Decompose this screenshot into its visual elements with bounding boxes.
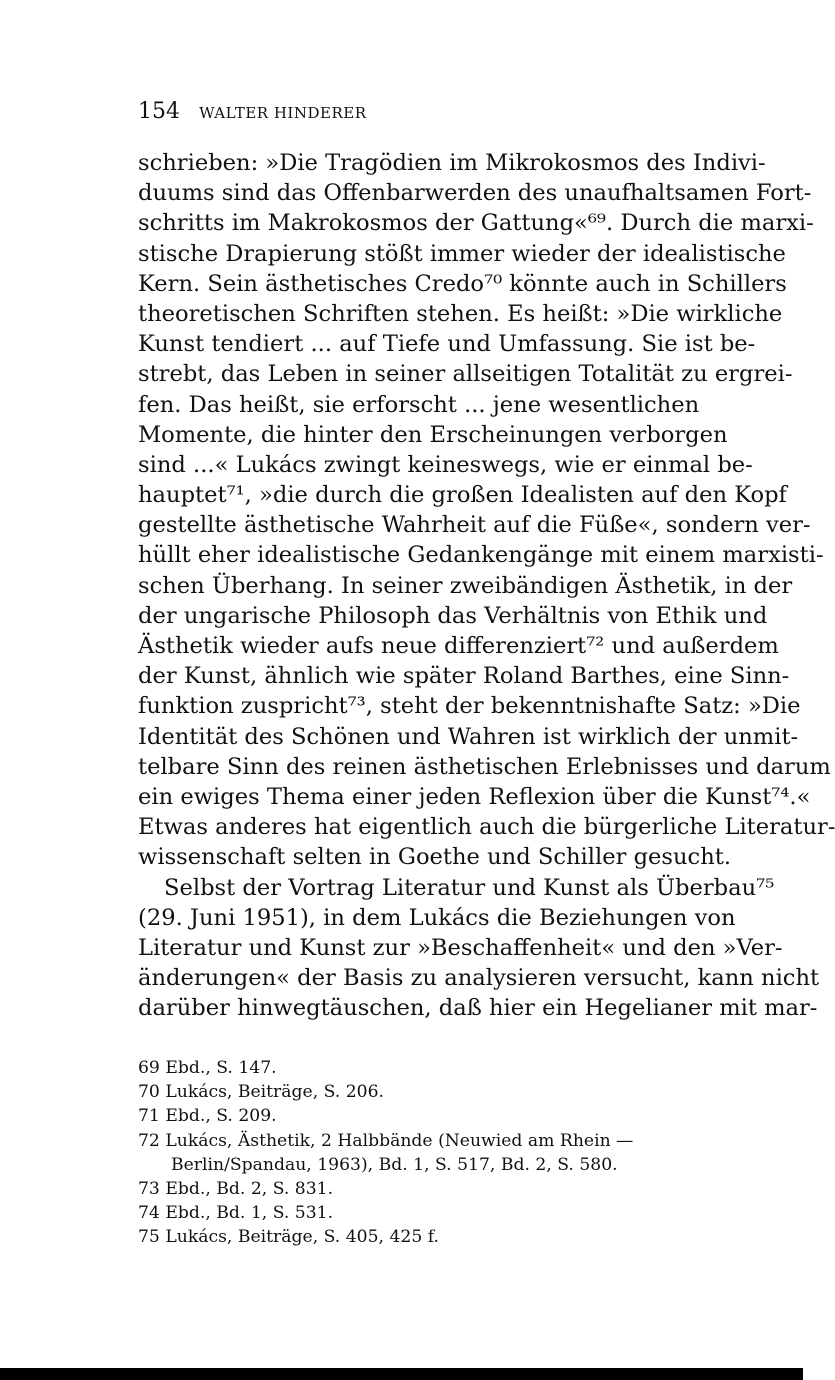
body-line: schritts im Makrokosmos der Gattung«⁶⁹. Durch die marxi- <box>138 210 814 237</box>
running-head <box>138 98 778 126</box>
body-line: der Kunst, ähnlich wie später Roland Barthes, eine Sinn- <box>138 663 790 690</box>
body-line: Literatur und Kunst zur »Beschaffenheit« und den »Ver- <box>138 934 783 961</box>
body-text <box>138 148 835 1023</box>
footnote-70: 70 Lukács, Beiträge, S. 206. <box>138 1082 384 1103</box>
footnote-73: 73 Ebd., Bd. 2, S. 831. <box>138 1178 334 1199</box>
body-line: änderungen« der Basis zu analysieren versucht, kann nicht <box>138 965 820 992</box>
footnote-72-continued: Berlin/Spandau, 1963), Bd. 1, S. 517, Bd. 2, S. 580. <box>171 1154 618 1175</box>
body-line: wissenschaft selten in Goethe und Schiller gesucht. <box>138 844 732 871</box>
body-line: Etwas anderes hat eigentlich auch die bürgerliche Literatur- <box>138 814 835 841</box>
body-line: duums sind das Offenbarwerden des unaufhaltsamen Fort- <box>138 180 812 207</box>
footnote-75: 75 Lukács, Beiträge, S. 405, 425 f. <box>138 1227 439 1248</box>
body-line: strebt, das Leben in seiner allseitigen Totalität zu ergrei- <box>138 361 793 388</box>
footnote-69: 69 Ebd., S. 147. <box>138 1058 277 1078</box>
body-line: sind ...« Lukács zwingt keineswegs, wie er einmal be- <box>138 451 753 478</box>
body-line: schen Überhang. In seiner zweibändigen Ästhetik, in der <box>138 572 793 599</box>
body-line: theoretischen Schriften stehen. Es heißt: »Die wirkliche <box>138 300 783 327</box>
body-line: der ungarische Philosoph das Verhältnis von Ethik und <box>138 602 768 629</box>
footnote-71: 71 Ebd., S. 209. <box>138 1106 277 1127</box>
body-line: funktion zuspricht⁷³, steht der bekenntnishafte Satz: »Die <box>138 693 801 720</box>
body-line: schrieben: »Die Tragödien im Mikrokosmos des Indivi- <box>138 150 766 176</box>
body-line: Momente, die hinter den Erscheinungen verborgen <box>138 421 728 448</box>
body-line: telbare Sinn des reinen ästhetischen Erlebnisses und darum <box>138 753 831 780</box>
body-line: stische Drapierung stößt immer wieder der idealistische <box>138 240 786 267</box>
body-line: Kern. Sein ästhetisches Credo⁷⁰ könnte auch in Schillers <box>138 270 787 297</box>
body-line: (29. Juni 1951), in dem Lukács die Beziehungen von <box>138 904 736 931</box>
running-title: WALTER HINDERER <box>199 104 367 122</box>
body-line: gestellte ästhetische Wahrheit auf die Füße«, sondern ver- <box>138 512 811 539</box>
body-line: ein ewiges Thema einer jeden Reflexion über die Kunst⁷⁴.« <box>138 783 811 810</box>
body-line: Ästhetik wieder aufs neue differenziert⁷² und außerdem <box>138 633 779 659</box>
body-line: hauptet⁷¹, »die durch die großen Idealisten auf den Kopf <box>138 482 787 509</box>
page-number: 154 <box>138 99 180 124</box>
body-line: darüber hinwegtäuschen, daß hier ein Hegelianer mit mar- <box>138 995 818 1022</box>
body-line: hüllt eher idealistische Gedankengänge mit einem marxisti- <box>138 542 824 569</box>
body-line: Selbst der Vortrag Literatur und Kunst als Überbau⁷⁵ <box>164 874 775 901</box>
footnotes <box>138 1056 763 1250</box>
scan-edge <box>0 1368 803 1380</box>
footnote-74: 74 Ebd., Bd. 1, S. 531. <box>138 1203 334 1224</box>
footnote-72: 72 Lukács, Ästhetik, 2 Halbbände (Neuwied am Rhein — <box>138 1130 634 1151</box>
body-line: fen. Das heißt, sie erforscht ... jene wesentlichen <box>138 391 700 418</box>
body-line: Identität des Schönen und Wahren ist wirklich der unmit- <box>138 723 799 750</box>
body-line: Kunst tendiert ... auf Tiefe und Umfassung. Sie ist be- <box>138 331 756 358</box>
